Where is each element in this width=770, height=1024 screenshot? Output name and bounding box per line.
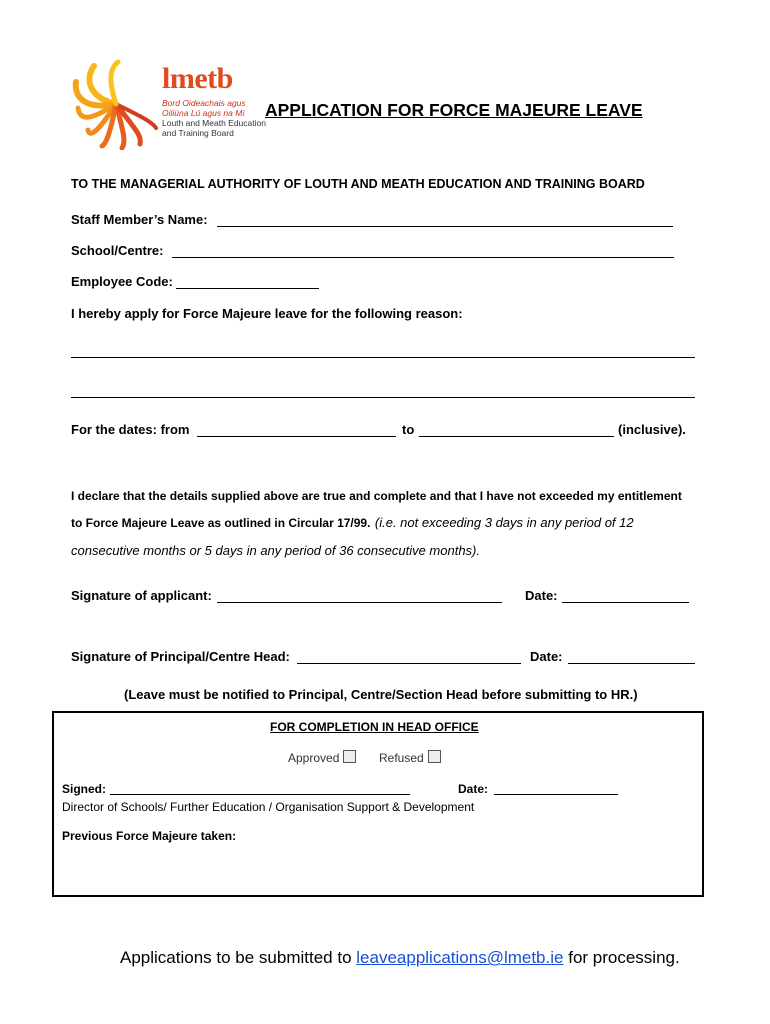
head-office-date-label: Date: (458, 782, 489, 796)
footer-suffix: for processing. (568, 948, 680, 967)
staff-name-label: Staff Member’s Name: (71, 212, 208, 227)
date-to-field[interactable] (419, 423, 614, 437)
logo-wordmark: lmetb (162, 62, 233, 95)
reason-line-2[interactable] (71, 385, 695, 398)
head-office-box (52, 711, 704, 897)
principal-date-field[interactable] (568, 650, 695, 664)
addressee-heading: TO THE MANAGERIAL AUTHORITY OF LOUTH AND MEATH EDUCATION AND TRAINING BOARD (71, 177, 645, 191)
head-office-heading: FOR COMPLETION IN HEAD OFFICE (270, 720, 479, 734)
principal-date-label: Date: (530, 649, 563, 664)
employee-code-field[interactable] (176, 275, 319, 289)
principal-signature-field[interactable] (297, 650, 521, 664)
principal-signature-label: Signature of Principal/Centre Head: (71, 649, 290, 664)
page-title: APPLICATION FOR FORCE MAJEURE LEAVE (265, 100, 643, 120)
head-office-signed-field[interactable] (110, 782, 410, 795)
employee-code-label: Employee Code: (71, 274, 173, 289)
director-title: Director of Schools/ Further Education / Organisation Support & Development (62, 800, 475, 814)
hr-notice: (Leave must be notified to Principal, Centre/Section Head before submitting to HR.) (124, 687, 638, 702)
footer-note (120, 948, 680, 968)
refused-label: Refused (379, 751, 424, 765)
dates-inclusive-label: (inclusive). (618, 422, 686, 437)
approved-label: Approved (288, 751, 340, 765)
dates-from-label: For the dates: from (71, 422, 190, 437)
applicant-date-label: Date: (525, 588, 558, 603)
declaration-line-1: I declare that the details supplied above are true and complete and that I have not exceeded my entitlement (71, 489, 682, 503)
sun-logo-icon (70, 58, 162, 150)
dates-to-label: to (402, 422, 415, 437)
previous-force-majeure-label: Previous Force Majeure taken: (62, 829, 237, 843)
logo-english-line-1: Louth and Meath Education (162, 118, 266, 128)
refused-option[interactable] (379, 750, 441, 765)
reason-intro: I hereby apply for Force Majeure leave for the following reason: (71, 306, 463, 321)
declaration-limit-text: (i.e. not exceeding 3 days in any period of 12 (374, 515, 634, 530)
approved-option[interactable] (288, 750, 356, 765)
reason-line-1[interactable] (71, 345, 695, 358)
school-label: School/Centre: (71, 243, 164, 258)
footer-prefix: Applications to be submitted to (120, 948, 352, 967)
logo-irish-line-1: Bord Oideachais agus (162, 98, 246, 108)
approved-checkbox[interactable] (343, 750, 356, 763)
logo-irish-line-2: Oiliúna Lú agus na Mí (162, 108, 245, 118)
school-field[interactable] (172, 244, 674, 258)
declaration-line-3: consecutive months or 5 days in any period of 36 consecutive months). (71, 543, 480, 558)
applicant-date-field[interactable] (562, 589, 689, 603)
head-office-date-field[interactable] (494, 782, 618, 795)
email-link[interactable]: leaveapplications@lmetb.ie (356, 948, 564, 967)
declaration-circular-text: to Force Majeure Leave as outlined in Circular 17/99. (71, 516, 371, 530)
staff-name-field[interactable] (217, 213, 673, 227)
declaration-line-2 (71, 514, 634, 532)
refused-checkbox[interactable] (428, 750, 441, 763)
date-from-field[interactable] (197, 423, 396, 437)
logo-english-line-2: and Training Board (162, 128, 234, 138)
lmetb-logo (70, 58, 266, 148)
applicant-signature-label: Signature of applicant: (71, 588, 212, 603)
applicant-signature-field[interactable] (217, 589, 502, 603)
signed-label: Signed: (62, 782, 106, 796)
